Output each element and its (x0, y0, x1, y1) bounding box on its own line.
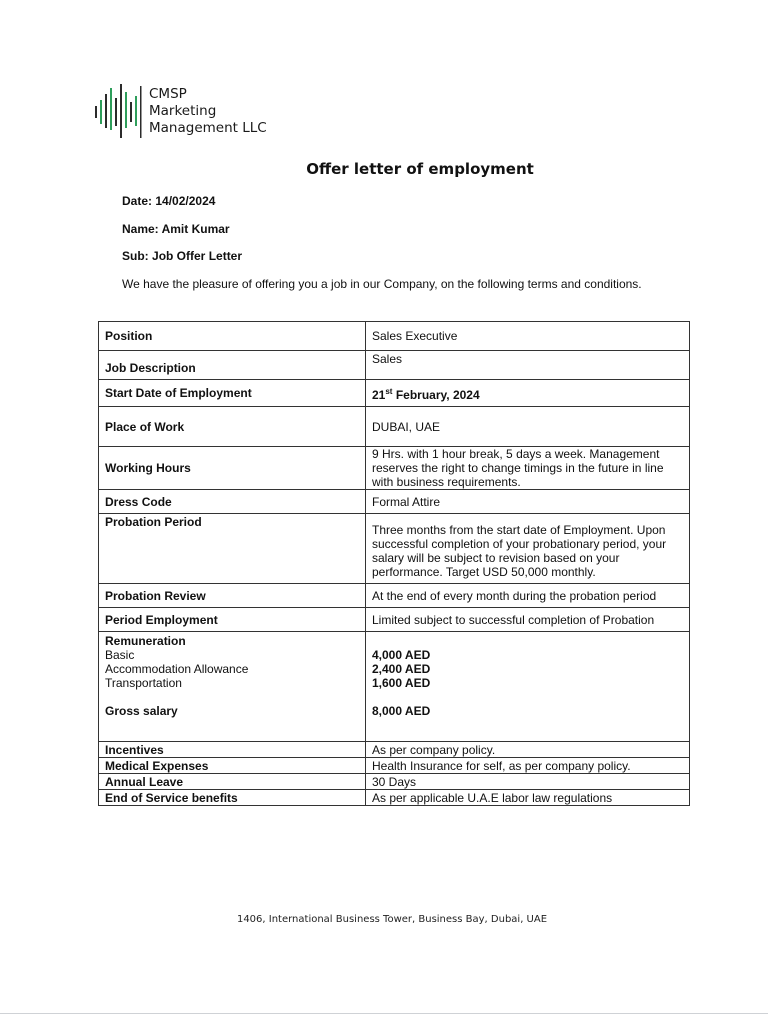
subject-value: Job Offer Letter (152, 249, 243, 263)
term-value: At the end of every month during the probation period (366, 584, 690, 608)
letter-title: Offer letter of employment (306, 160, 534, 178)
table-row (99, 380, 690, 407)
remuneration-labels (99, 632, 366, 742)
term-value (366, 380, 690, 407)
start-day: 21 (372, 387, 386, 402)
term-label: Dress Code (99, 490, 366, 514)
table-row (99, 774, 690, 790)
remuneration-values (366, 632, 690, 742)
gross-salary-value: 8,000 AED (372, 704, 431, 718)
table-row (99, 584, 690, 608)
term-value: Sales (366, 351, 690, 380)
term-label: Start Date of Employment (99, 380, 366, 407)
term-value: Sales Executive (366, 322, 690, 351)
term-value: 9 Hrs. with 1 hour break, 5 days a week. Management reserves the right to change timings in the future in line with business requirements. (366, 447, 690, 490)
company-name (149, 86, 267, 137)
basic-label: Basic (105, 648, 135, 662)
accommodation-label: Accommodation Allowance (105, 662, 249, 676)
term-label: Medical Expenses (99, 758, 366, 774)
term-value: Formal Attire (366, 490, 690, 514)
date-value: 14/02/2024 (155, 194, 216, 208)
transportation-label: Transportation (105, 676, 182, 690)
table-row (99, 514, 690, 584)
table-row (99, 758, 690, 774)
table-row (99, 490, 690, 514)
term-value: Health Insurance for self, as per company policy. (366, 758, 690, 774)
accommodation-value: 2,400 AED (372, 662, 431, 676)
date-label: Date: (122, 194, 153, 208)
term-label: Annual Leave (99, 774, 366, 790)
term-label: Place of Work (99, 407, 366, 447)
table-row (99, 608, 690, 632)
page-edge-divider (0, 1013, 768, 1014)
name-label: Name: (122, 222, 159, 236)
table-row (99, 351, 690, 380)
company-logo (94, 84, 294, 140)
name-value: Amit Kumar (161, 222, 230, 236)
term-value: Three months from the start date of Employment. Upon successful completion of your probationary period, your salary will be subject to revision based on your performance. Target USD 50,000 monthly. (366, 514, 690, 584)
footer-address: 1406, International Business Tower, Business Bay, Dubai, UAE (236, 914, 548, 925)
table-row (99, 632, 690, 742)
table-row (99, 742, 690, 758)
term-value: As per applicable U.A.E labor law regulations (366, 790, 690, 806)
company-name-line: CMSP (149, 86, 187, 102)
remuneration-heading: Remuneration (105, 634, 186, 648)
table-row (99, 790, 690, 806)
term-label: Job Description (99, 351, 366, 380)
letter-date (122, 194, 215, 208)
transportation-value: 1,600 AED (372, 676, 431, 690)
term-value: DUBAI, UAE (366, 407, 690, 447)
term-label: Incentives (99, 742, 366, 758)
term-label: Period Employment (99, 608, 366, 632)
company-name-line: Management LLC (149, 120, 267, 136)
intro-paragraph: We have the pleasure of offering you a job in our Company, on the following terms and conditions. (122, 277, 642, 291)
term-label: End of Service benefits (99, 790, 366, 806)
company-name-line: Marketing (149, 103, 217, 119)
term-label: Working Hours (99, 447, 366, 490)
start-day-suffix: st (385, 386, 393, 396)
table-row (99, 407, 690, 447)
term-value: Limited subject to successful completion of Probation (366, 608, 690, 632)
gross-salary-label: Gross salary (105, 704, 178, 718)
term-value: 30 Days (366, 774, 690, 790)
subject-label: Sub: (122, 249, 149, 263)
term-label: Probation Period (99, 514, 366, 584)
terms-table (98, 321, 690, 806)
table-row (99, 322, 690, 351)
term-label: Probation Review (99, 584, 366, 608)
letter-subject (122, 249, 242, 263)
logo-bars-icon (94, 84, 142, 140)
recipient-name (122, 222, 230, 236)
start-month-year: February, 2024 (392, 387, 480, 402)
basic-value: 4,000 AED (372, 648, 431, 662)
term-value: As per company policy. (366, 742, 690, 758)
term-label: Position (99, 322, 366, 351)
table-row (99, 447, 690, 490)
